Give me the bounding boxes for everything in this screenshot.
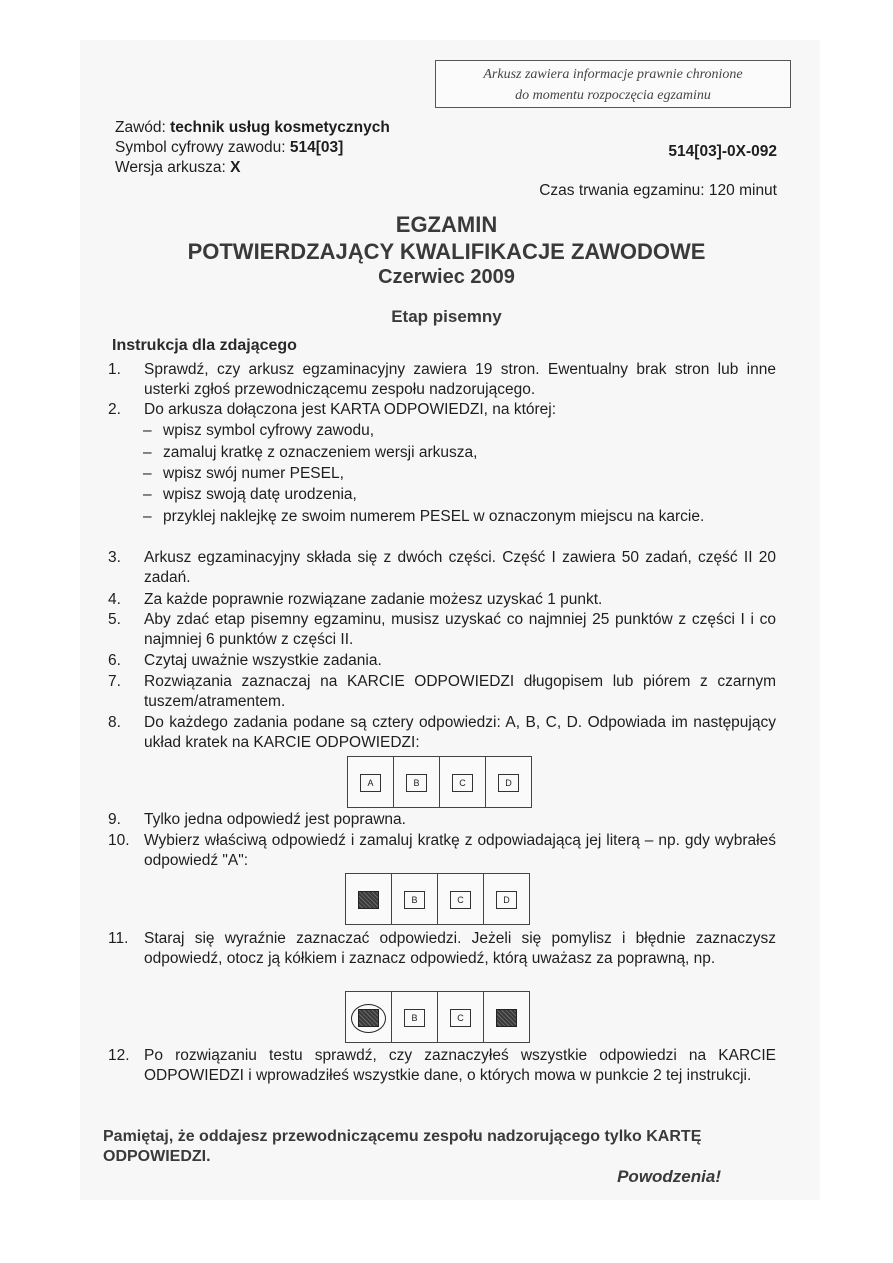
checkbox-d: D [496,891,517,909]
instruction-item [108,810,776,830]
answer-cell-d [484,874,529,924]
answer-grid-example [347,756,532,808]
instruction-item [108,672,776,712]
sub-item [143,421,775,441]
item-text: Rozwiązania zaznaczaj na KARCIE ODPOWIEDZI długopisem lub piórem z czarnym tuszem/atramentem. [144,673,776,710]
answer-cell-d [484,992,529,1042]
notice-line-1: Arkusz zawiera informacje prawnie chronione [483,67,743,82]
answer-cell-b [394,757,440,807]
instruction-item [108,831,776,871]
item-number: 10. [108,832,130,849]
item-number: 12. [108,1047,130,1064]
instruction-item [108,548,776,588]
answer-cell-b [392,992,438,1042]
sub-text: przyklej naklejkę ze swoim numerem PESEL w oznaczonym miejscu na karcie. [163,508,705,525]
sub-dash: – [143,444,152,461]
item-number: 1. [108,361,121,378]
answer-grid-filled-example [345,873,530,925]
title-date: Czerwiec 2009 [378,266,515,288]
answer-cell-c [440,757,486,807]
sub-text: wpisz swoją datę urodzenia, [163,486,357,503]
checkbox-a-filled [358,891,379,909]
item-number: 4. [108,591,121,608]
instruction-item [108,651,776,671]
checkbox-d: D [498,774,519,792]
instruction-item [108,400,776,420]
sub-item [143,485,775,505]
checkbox-b: B [404,891,425,909]
version-label: Wersja arkusza: [115,159,231,176]
item-number: 2. [108,401,121,418]
profession-label: Zawód: [115,119,171,136]
item-number: 5. [108,611,121,628]
item-text: Czytaj uważnie wszystkie zadania. [144,652,382,669]
item-text: Po rozwiązaniu testu sprawdź, czy zaznaczyłeś wszystkie odpowiedzi na KARCIE ODPOWIEDZI i wprowadziłeś wszystkie dane, o których mowa w punkcie 2 tej instrukcji. [144,1047,776,1084]
sub-text: zamaluj kratkę z oznaczeniem wersji arkusza, [163,444,478,461]
symbol-label: Symbol cyfrowy zawodu: [115,139,290,156]
symbol-value: 514[03] [289,139,344,156]
checkbox-c: C [450,891,471,909]
instructions-heading: Instrukcja dla zdającego [112,337,297,354]
item-number: 9. [108,811,121,828]
sub-item [143,507,775,527]
version-value: X [230,159,241,176]
instruction-item [108,1046,776,1086]
notice-line-2: do momentu rozpoczęcia egzaminu [515,88,711,103]
answer-cell-c [438,874,484,924]
item-text: Do każdego zadania podane są cztery odpowiedzi: A, B, C, D. Odpowiada im następujący układ kratek na KARCIE ODPOWIEDZI: [144,714,776,751]
item-text: Aby zdać etap pisemny egzaminu, musisz uzyskać co najmniej 25 punktów z części I i co najmniej 6 punktów z części II. [144,611,776,648]
sub-text: wpisz swój numer PESEL, [163,465,344,482]
answer-cell-a [348,757,394,807]
item-text: Za każde poprawnie rozwiązane zadanie możesz uzyskać 1 punkt. [144,591,603,608]
answer-cell-d [486,757,531,807]
sub-item [143,443,775,463]
exam-duration: Czas trwania egzaminu: 120 minut [539,182,777,199]
footer-reminder: Pamiętaj, że oddajesz przewodniczącemu zespołu nadzorującego tylko KARTĘ ODPOWIEDZI. [103,1128,702,1165]
answer-grid-corrected-example [345,991,530,1043]
correction-circle [351,1004,386,1033]
profession-line [115,119,390,137]
sub-dash: – [143,465,152,482]
answer-cell-c [438,992,484,1042]
title-qualification: POTWIERDZAJĄCY KWALIFIKACJE ZAWODOWE [187,239,706,264]
version-line [115,159,240,177]
title-stage: Etap pisemny [391,307,502,326]
answer-cell-a [346,992,392,1042]
item-text: Do arkusza dołączona jest KARTA ODPOWIEDZI, na której: [144,401,557,418]
item-text: Wybierz właściwą odpowiedź i zamaluj kratkę z odpowiadającą jej literą – np. gdy wybrałeś odpowiedź "A": [144,832,776,869]
answer-cell-b [392,874,438,924]
confidential-notice [435,60,791,108]
instruction-item [108,360,776,400]
answer-cell-a [346,874,392,924]
instruction-item [108,590,776,610]
good-luck: Powodzenia! [617,1167,721,1186]
item-text: Arkusz egzaminacyjny składa się z dwóch części. Część I zawiera 50 zadań, część II 20 zadań. [144,549,776,586]
sub-text: wpisz symbol cyfrowy zawodu, [163,422,375,439]
item-number: 11. [108,930,129,947]
item-number: 3. [108,549,121,566]
instruction-item [108,929,776,969]
sub-item [143,464,775,484]
item-number: 8. [108,714,121,731]
item-text: Tylko jedna odpowiedź jest poprawna. [144,811,406,828]
checkbox-d-filled [496,1009,517,1027]
instruction-item [108,713,776,753]
item-text: Sprawdź, czy arkusz egzaminacyjny zawiera 19 stron. Ewentualny brak stron lub inne usterki zgłoś przewodniczącemu zespołu nadzorującego. [144,361,776,398]
item-number: 6. [108,652,121,669]
item-number: 7. [108,673,121,690]
instruction-item [108,610,776,650]
checkbox-c: C [452,774,473,792]
sub-dash: – [143,422,152,439]
checkbox-c: C [450,1009,471,1027]
checkbox-a: A [360,774,381,792]
sub-dash: – [143,486,152,503]
sub-dash: – [143,508,152,525]
symbol-line [115,139,343,157]
item-text: Staraj się wyraźnie zaznaczać odpowiedzi. Jeżeli się pomylisz i błędnie zaznaczysz odpowiedź, otocz ją kółkiem i zaznacz odpowiedź, którą uważasz za poprawną, np. [144,930,776,967]
sheet-code: 514[03]-0X-092 [668,143,777,160]
checkbox-b: B [406,774,427,792]
checkbox-b: B [404,1009,425,1027]
profession-value: technik usług kosmetycznych [170,119,390,136]
title-exam: EGZAMIN [395,212,498,237]
